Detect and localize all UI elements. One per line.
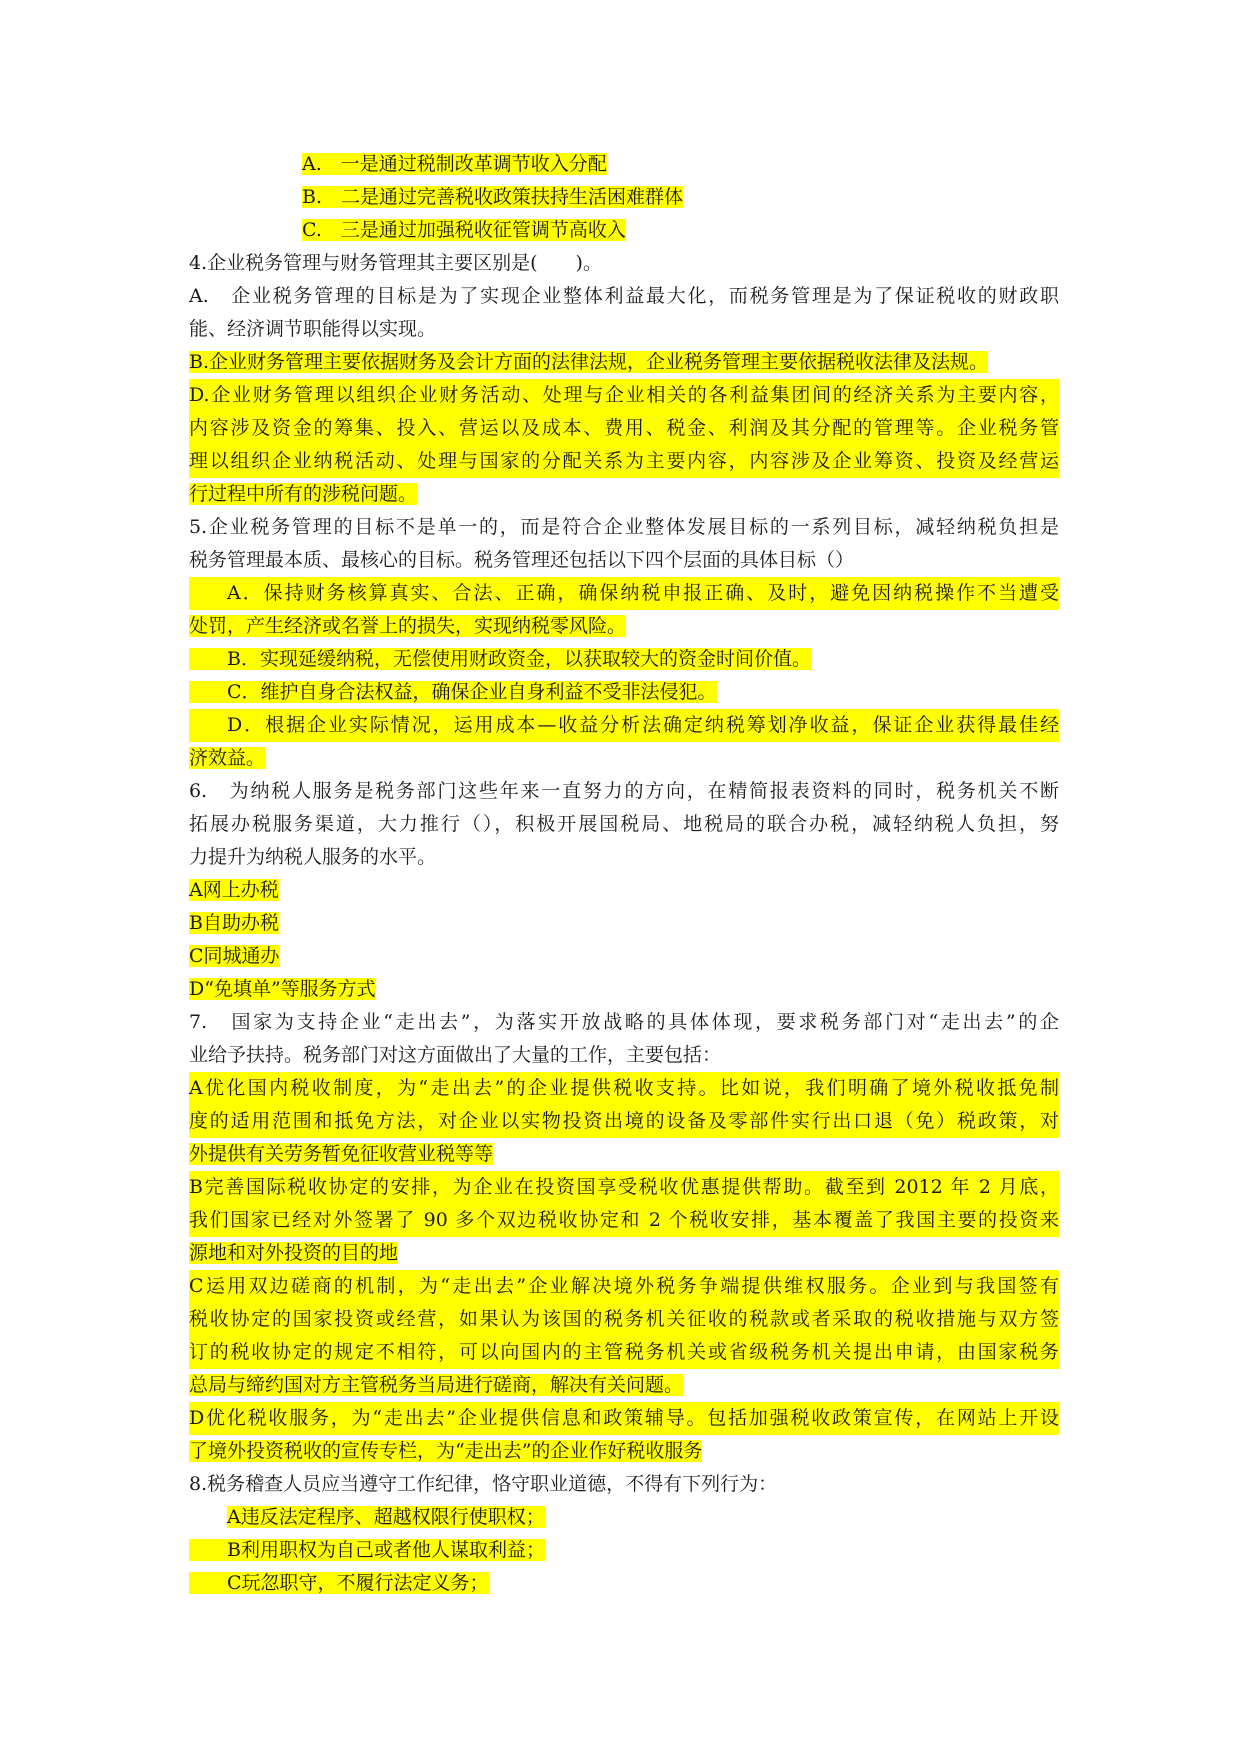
q8-option-b: B利用职权为自己或者他人谋取利益；	[189, 1534, 1059, 1567]
q5-question-line2: 税务管理最本质、最核心的目标。税务管理还包括以下四个层面的具体目标（）	[189, 549, 855, 571]
q5-option-a-line2: 处罚，产生经济或名誉上的损失，实现纳税零风险。	[189, 615, 627, 637]
q8-option-a: A违反法定程序、超越权限行使职权；	[227, 1506, 545, 1528]
q6-option-d: D“免填单”等服务方式	[189, 978, 376, 1000]
q5-question-line1: 5.企业税务管理的目标不是单一的，而是符合企业整体发展目标的一系列目标，减轻纳税负担是	[189, 516, 1059, 538]
q6-question-line3: 力提升为纳税人服务的水平。	[189, 846, 437, 868]
q7-option-b-line3: 源地和对外投资的目的地	[189, 1242, 399, 1264]
q3-option-a: A. 一是通过税制改革调节收入分配	[302, 153, 607, 175]
q4-option-a-line1: A. 企业税务管理的目标是为了实现企业整体利益最大化，而税务管理是为了保证税收的财政职	[189, 285, 1059, 307]
q5-option-d-line1: D．根据企业实际情况，运用成本—收益分析法确定纳税筹划净收益，保证企业获得最佳经	[189, 709, 1059, 742]
q7-option-d-line1: D优化税收服务，为“走出去”企业提供信息和政策辅导。包括加强税收政策宣传，在网站上开设	[189, 1402, 1059, 1435]
q4-option-d-line1: D.企业财务管理以组织企业财务活动、处理与企业相关的各利益集团间的经济关系为主要内容，	[189, 379, 1059, 412]
q7-option-a-line3: 外提供有关劳务暂免征收营业税等等	[189, 1143, 494, 1165]
q6-question-line1: 6. 为纳税人服务是税务部门这些年来一直努力的方向，在精简报表资料的同时，税务机关不断	[189, 780, 1059, 802]
q7-option-c-line4: 总局与缔约国对方主管税务当局进行磋商，解决有关问题。	[189, 1374, 684, 1396]
q7-option-a-line1: A优化国内税收制度，为“走出去”的企业提供税收支持。比如说，我们明确了境外税收抵免制	[189, 1072, 1059, 1105]
q6-option-c: C同城通办	[189, 945, 280, 967]
q6-option-a: A网上办税	[189, 879, 279, 901]
q7-option-d-line2: 了境外投资税收的宣传专栏，为“走出去”的企业作好税收服务	[189, 1440, 703, 1462]
q5-option-a-line1: A．保持财务核算真实、合法、正确，确保纳税申报正确、及时，避免因纳税操作不当遭受	[189, 577, 1059, 610]
q6-question-line2: 拓展办税服务渠道，大力推行（），积极开展国税局、地税局的联合办税，减轻纳税人负担，努	[189, 813, 1059, 835]
q7-option-c-line1: C运用双边磋商的机制，为“走出去”企业解决境外税务争端提供维权服务。企业到与我国签有	[189, 1270, 1059, 1303]
q7-option-c-line3: 订的税收协定的规定不相符，可以向国内的主管税务机关或省级税务机关提出申请，由国家税务	[189, 1336, 1059, 1369]
q6-option-b: B自助办税	[189, 912, 279, 934]
q5-option-d-line2: 济效益。	[189, 747, 266, 769]
q5-option-c: C．维护自身合法权益，确保企业自身利益不受非法侵犯。	[189, 676, 1059, 709]
q4-option-a-line2: 能、经济调节职能得以实现。	[189, 318, 437, 340]
q4-option-b: B.企业财务管理主要依据财务及会计方面的法律法规，企业税务管理主要依据税收法律及法规。	[189, 351, 989, 373]
q5-option-b: B．实现延缓纳税，无偿使用财政资金，以获取较大的资金时间价值。	[189, 643, 1059, 676]
q7-question-line2: 业给予扶持。税务部门对这方面做出了大量的工作，主要包括：	[189, 1044, 722, 1066]
q8-question: 8.税务稽查人员应当遵守工作纪律，恪守职业道德，不得有下列行为：	[189, 1473, 778, 1495]
q3-option-b: B. 二是通过完善税收政策扶持生活困难群体	[302, 186, 684, 208]
q7-question-line1: 7. 国家为支持企业“走出去”，为落实开放战略的具体体现，要求税务部门对“走出去”的企	[189, 1011, 1059, 1033]
q8-option-c: C玩忽职守，不履行法定义务；	[189, 1567, 1059, 1600]
q7-option-b-line2: 我们国家已经对外签署了 90 多个双边税收协定和 2 个税收安排，基本覆盖了我国主要的投资来	[189, 1204, 1059, 1237]
q7-option-a-line2: 度的适用范围和抵免方法，对企业以实物投资出境的设备及零部件实行出口退（免）税政策，对	[189, 1105, 1059, 1138]
q4-option-d-line3: 理以组织企业纳税活动、处理与国家的分配关系为主要内容，内容涉及企业筹资、投资及经营运	[189, 445, 1059, 478]
q7-option-b-line1: B完善国际税收协定的安排，为企业在投资国享受税收优惠提供帮助。截至到 2012 年 2 月底，	[189, 1171, 1059, 1204]
q4-question: 4.企业税务管理与财务管理其主要区别是( )。	[189, 252, 602, 274]
q4-option-d-line4: 行过程中所有的涉税问题。	[189, 483, 418, 505]
q7-option-c-line2: 税收协定的国家投资或经营，如果认为该国的税务机关征收的税款或者采取的税收措施与双方签	[189, 1303, 1059, 1336]
q3-option-c: C. 三是通过加强税收征管调节高收入	[302, 219, 626, 241]
q4-option-d-line2: 内容涉及资金的筹集、投入、营运以及成本、费用、税金、利润及其分配的管理等。企业税务管	[189, 412, 1059, 445]
document-body	[189, 148, 1059, 1600]
